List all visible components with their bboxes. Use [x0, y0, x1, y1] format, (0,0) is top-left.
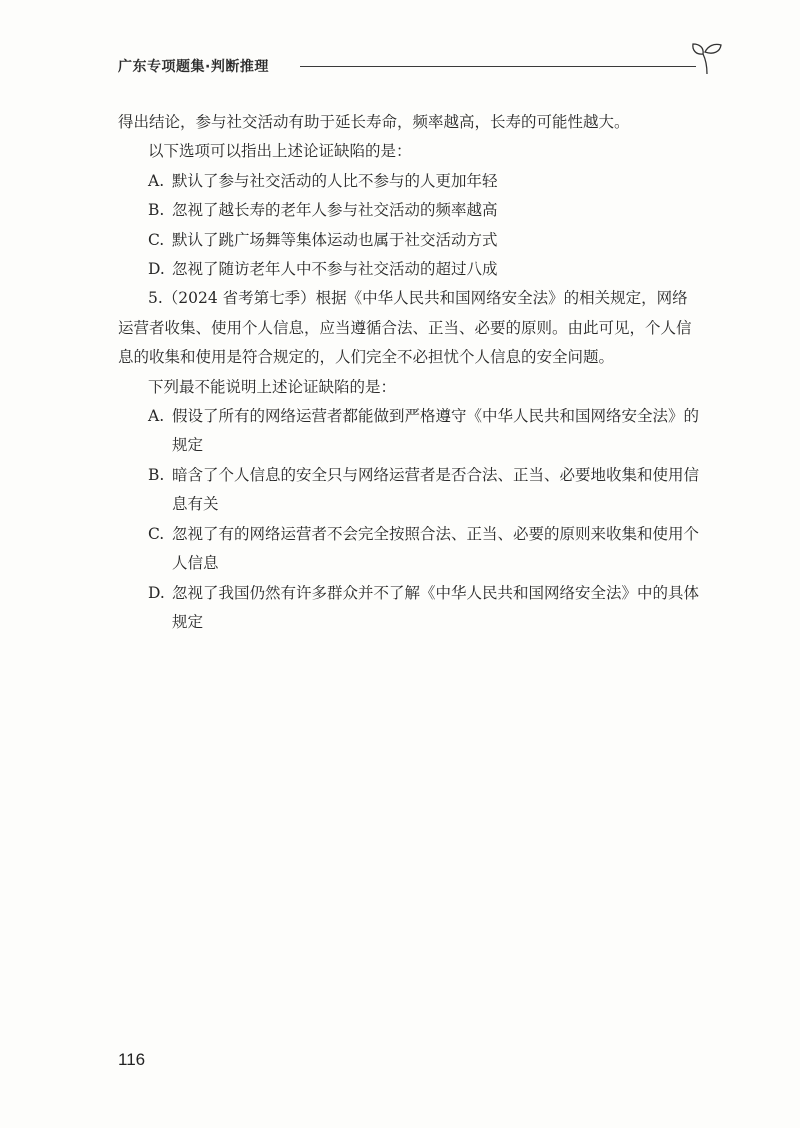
option-text-line1: 忽视了有的网络运营者不会完全按照合法、正当、必要的原则来收集和使用个	[172, 524, 700, 543]
q5-option-a	[118, 402, 728, 461]
continuation-text: 得出结论，参与社交活动有助于延长寿命，频率越高，长寿的可能性越大。	[118, 113, 630, 131]
option-text: 默认了参与社交活动的人比不参与的人更加年轻	[172, 171, 498, 190]
q5-option-d	[118, 579, 728, 638]
question-5-stem-line3: 息的收集和使用是符合规定的，人们完全不必担忧个人信息的安全问题。	[118, 348, 615, 367]
option-text: 忽视了随访老年人中不参与社交活动的超过八成	[172, 260, 498, 279]
option-label: C.	[148, 230, 165, 249]
page-number: 116	[118, 1050, 146, 1069]
option-text-line2: 规定	[172, 612, 204, 631]
running-header	[118, 52, 718, 82]
option-text: 忽视了越长寿的老年人参与社交活动的频率越高	[172, 201, 498, 220]
option-label: D.	[148, 260, 165, 279]
question-5-stem-line2: 运营者收集、使用个人信息，应当遵循合法、正当、必要的原则。由此可见，个人信	[118, 318, 692, 337]
q5-option-c	[118, 520, 728, 579]
option-text-line1: 暗含了个人信息的安全只与网络运营者是否合法、正当、必要地收集和使用信	[172, 465, 700, 484]
option-b	[118, 196, 728, 225]
question-5-prompt: 下列最不能说明上述论证缺陷的是：	[148, 377, 397, 396]
option-label: D.	[148, 583, 165, 602]
option-text-line1: 假设了所有的网络运营者都能做到严格遵守《中华人民共和国网络安全法》的	[172, 407, 700, 426]
option-text-line2: 息有关	[172, 495, 219, 514]
option-label: C.	[148, 524, 165, 543]
option-text-line1: 忽视了我国仍然有许多群众并不了解《中华人民共和国网络安全法》中的具体	[172, 583, 700, 602]
question-5-stem-line1: 5.（2024 省考第七季）根据《中华人民共和国网络安全法》的相关规定，网络	[148, 289, 688, 308]
page-content	[118, 108, 728, 637]
header-rule	[300, 66, 696, 67]
option-c	[118, 226, 728, 255]
q5-option-b	[118, 461, 728, 520]
option-text: 默认了跳广场舞等集体运动也属于社交活动方式	[172, 230, 498, 249]
header-title: 广东专项题集·判断推理	[118, 59, 269, 75]
option-label: B.	[148, 201, 165, 220]
option-label: A.	[148, 171, 165, 190]
question-prompt: 以下选项可以指出上述论证缺陷的是：	[148, 142, 412, 161]
option-label: B.	[148, 465, 165, 484]
option-a	[118, 167, 728, 196]
option-label: A.	[148, 407, 165, 426]
option-d	[118, 255, 728, 284]
option-text-line2: 人信息	[172, 554, 219, 573]
sprout-icon	[690, 40, 724, 76]
option-text-line2: 规定	[172, 436, 204, 455]
